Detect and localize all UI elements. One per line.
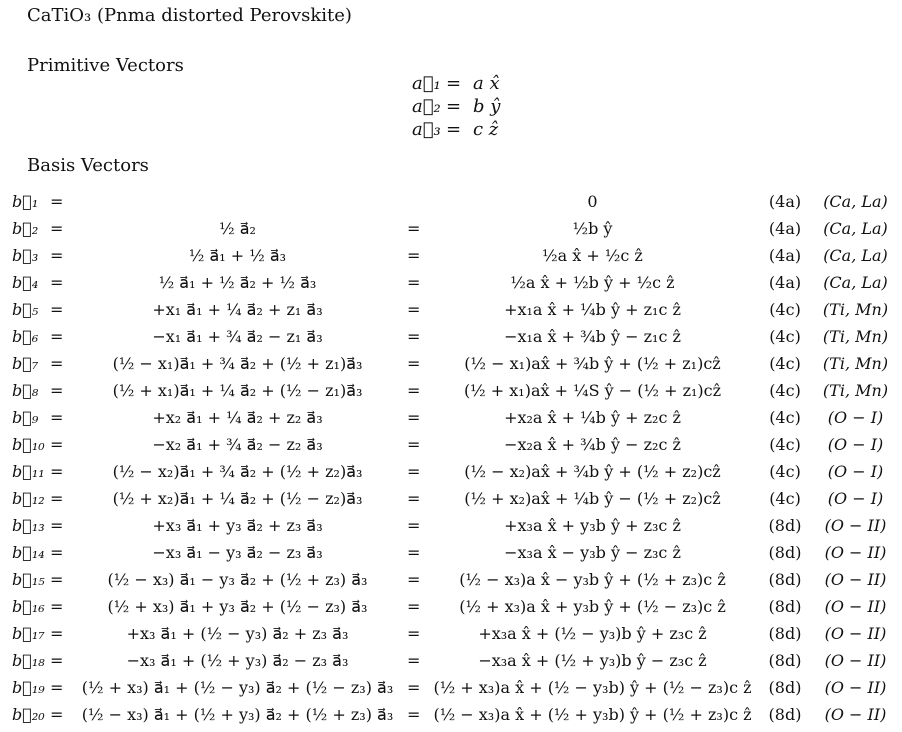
basis-vector-row	[0, 514, 902, 541]
cartesian-expression: (½ + x₃)a x̂ + (½ − y₃b) ŷ + (½ − z₃)c ẑ	[433, 678, 752, 697]
atom-type: (O − II)	[824, 651, 887, 670]
atom-type: (O − I)	[827, 435, 884, 454]
equals-sign: =	[50, 219, 64, 238]
wyckoff-position: (8d)	[768, 597, 802, 616]
equals-sign: =	[50, 543, 64, 562]
basis-vector-label: b⃗₄	[12, 273, 39, 292]
basis-vector-row	[0, 298, 902, 325]
lattice-expression: (½ + x₃) a⃗₁ + y₃ a⃗₂ + (½ − z₃) a⃗₃	[107, 597, 368, 616]
cartesian-expression: ½b ŷ	[572, 219, 613, 238]
equals-sign: =	[50, 273, 64, 292]
lattice-expression: (½ + x₁)a⃗₁ + ¼ a⃗₂ + (½ − z₁)a⃗₃	[112, 381, 363, 400]
equals-sign: =	[407, 462, 421, 481]
basis-vector-row	[0, 190, 902, 217]
equals-sign: =	[50, 678, 64, 697]
cartesian-expression: −x₂a x̂ + ¾b ŷ − z₂c ẑ	[504, 435, 681, 454]
wyckoff-position: (4c)	[769, 435, 801, 454]
basis-vector-label: b⃗₁	[12, 192, 39, 211]
wyckoff-position: (8d)	[768, 705, 802, 724]
cartesian-expression: −x₃a x̂ − y₃b ŷ − z₃c ẑ	[504, 543, 681, 562]
wyckoff-position: (4c)	[769, 300, 801, 319]
document-title: CaTiO₃ (Pnma distorted Perovskite)	[27, 5, 352, 26]
equals-sign: =	[407, 219, 421, 238]
cartesian-expression: (½ − x₂)ax̂ + ¾b ŷ + (½ + z₂)cẑ	[464, 462, 721, 481]
basis-vector-row	[0, 595, 902, 622]
primitive-vectors-block	[400, 73, 520, 142]
basis-vector-row	[0, 541, 902, 568]
lattice-expression: +x₃ a⃗₁ + y₃ a⃗₂ + z₃ a⃗₃	[152, 516, 323, 535]
lattice-expression: +x₁ a⃗₁ + ¼ a⃗₂ + z₁ a⃗₃	[152, 300, 323, 319]
basis-vector-row	[0, 379, 902, 406]
primitive-vector-label: a⃗₁	[412, 73, 441, 94]
lattice-expression: (½ + x₃) a⃗₁ + (½ − y₃) a⃗₂ + (½ − z₃) a⃗₃	[81, 678, 394, 697]
wyckoff-position: (8d)	[768, 570, 802, 589]
basis-vector-row	[0, 406, 902, 433]
equals-sign: =	[407, 570, 421, 589]
atom-type: (O − I)	[827, 489, 884, 508]
atom-type: (O − II)	[824, 597, 887, 616]
basis-vector-label: b⃗₁₄	[12, 543, 45, 562]
basis-vector-label: b⃗₁₆	[12, 597, 45, 616]
equals-sign: =	[50, 489, 64, 508]
equals-sign: =	[50, 192, 64, 211]
atom-type: (O − II)	[824, 705, 887, 724]
equals-sign: =	[50, 246, 64, 265]
equals-sign: =	[407, 300, 421, 319]
basis-vector-row	[0, 217, 902, 244]
lattice-expression: ½ a⃗₁ + ½ a⃗₂ + ½ a⃗₃	[158, 273, 317, 292]
basis-vector-row	[0, 622, 902, 649]
basis-vector-row	[0, 487, 902, 514]
wyckoff-position: (8d)	[768, 678, 802, 697]
atom-type: (Ca, La)	[823, 219, 888, 238]
equals-sign: =	[446, 119, 462, 140]
equals-sign: =	[407, 381, 421, 400]
basis-vector-row	[0, 568, 902, 595]
lattice-expression: +x₃ a⃗₁ + (½ − y₃) a⃗₂ + z₃ a⃗₃	[126, 624, 349, 643]
lattice-expression: ½ a⃗₁ + ½ a⃗₃	[188, 246, 287, 265]
equals-sign: =	[50, 516, 64, 535]
wyckoff-position: (4c)	[769, 381, 801, 400]
equals-sign: =	[407, 597, 421, 616]
equals-sign: =	[50, 570, 64, 589]
primitive-vectors-heading: Primitive Vectors	[27, 55, 184, 76]
wyckoff-position: (8d)	[768, 624, 802, 643]
basis-vector-label: b⃗₁₅	[12, 570, 45, 589]
equals-sign: =	[446, 73, 462, 94]
basis-vector-row	[0, 649, 902, 676]
equals-sign: =	[407, 678, 421, 697]
cartesian-expression: (½ + x₃)a x̂ + y₃b ŷ + (½ − z₃)c ẑ	[459, 597, 726, 616]
primitive-vector-value: c ẑ	[473, 119, 499, 140]
basis-vector-label: b⃗₇	[12, 354, 39, 373]
lattice-expression: −x₃ a⃗₁ − y₃ a⃗₂ − z₃ a⃗₃	[152, 543, 323, 562]
lattice-expression: −x₁ a⃗₁ + ¾ a⃗₂ − z₁ a⃗₃	[152, 327, 323, 346]
atom-type: (O − II)	[824, 543, 887, 562]
equals-sign: =	[407, 489, 421, 508]
primitive-vector-value: a x̂	[473, 73, 500, 94]
equals-sign: =	[407, 435, 421, 454]
basis-vectors-table	[0, 190, 902, 730]
cartesian-expression: +x₂a x̂ + ¼b ŷ + z₂c ẑ	[504, 408, 681, 427]
cartesian-expression: +x₁a x̂ + ¼b ŷ + z₁c ẑ	[504, 300, 681, 319]
wyckoff-position: (4c)	[769, 354, 801, 373]
equals-sign: =	[50, 705, 64, 724]
wyckoff-position: (8d)	[768, 651, 802, 670]
atom-type: (Ca, La)	[823, 192, 888, 211]
equals-sign: =	[407, 516, 421, 535]
basis-vector-label: b⃗₁₁	[12, 462, 45, 481]
equals-sign: =	[407, 408, 421, 427]
atom-type: (O − I)	[827, 462, 884, 481]
cartesian-expression: −x₁a x̂ + ¾b ŷ − z₁c ẑ	[504, 327, 681, 346]
basis-vector-label: b⃗₂₀	[12, 705, 45, 724]
cartesian-expression: −x₃a x̂ + (½ + y₃)b ŷ − z₃c ẑ	[478, 651, 707, 670]
primitive-vector-row	[400, 73, 520, 96]
basis-vector-label: b⃗₂	[12, 219, 39, 238]
primitive-vector-row	[400, 119, 520, 142]
lattice-expression: (½ − x₃) a⃗₁ − y₃ a⃗₂ + (½ + z₃) a⃗₃	[107, 570, 368, 589]
lattice-expression: −x₃ a⃗₁ + (½ + y₃) a⃗₂ − z₃ a⃗₃	[126, 651, 349, 670]
basis-vectors-heading: Basis Vectors	[27, 155, 149, 176]
cartesian-expression: ½a x̂ + ½b ŷ + ½c ẑ	[510, 273, 675, 292]
basis-vector-row	[0, 460, 902, 487]
lattice-expression: ½ a⃗₂	[219, 219, 256, 238]
wyckoff-position: (4a)	[768, 246, 802, 265]
atom-type: (O − II)	[824, 516, 887, 535]
wyckoff-position: (4c)	[769, 408, 801, 427]
basis-vector-row	[0, 352, 902, 379]
cartesian-expression: (½ + x₂)ax̂ + ¼b ŷ − (½ + z₂)cẑ	[464, 489, 721, 508]
equals-sign: =	[407, 705, 421, 724]
lattice-expression: (½ + x₂)a⃗₁ + ¼ a⃗₂ + (½ − z₂)a⃗₃	[112, 489, 363, 508]
cartesian-expression: (½ − x₃)a x̂ − y₃b ŷ + (½ + z₃)c ẑ	[459, 570, 726, 589]
atom-type: (Ti, Mn)	[822, 381, 889, 400]
cartesian-expression: ½a x̂ + ½c ẑ	[542, 246, 643, 265]
wyckoff-position: (4c)	[769, 462, 801, 481]
basis-vector-row	[0, 433, 902, 460]
equals-sign: =	[50, 354, 64, 373]
basis-vector-row	[0, 703, 902, 730]
basis-vector-label: b⃗₁₉	[12, 678, 45, 697]
equals-sign: =	[407, 246, 421, 265]
atom-type: (O − II)	[824, 624, 887, 643]
wyckoff-position: (4a)	[768, 273, 802, 292]
wyckoff-position: (4c)	[769, 327, 801, 346]
atom-type: (Ti, Mn)	[822, 327, 889, 346]
basis-vector-label: b⃗₁₀	[12, 435, 45, 454]
basis-vector-row	[0, 271, 902, 298]
wyckoff-position: (4a)	[768, 192, 802, 211]
cartesian-expression: 0	[587, 192, 598, 211]
wyckoff-position: (8d)	[768, 543, 802, 562]
atom-type: (Ti, Mn)	[822, 354, 889, 373]
atom-type: (O − I)	[827, 408, 884, 427]
atom-type: (Ca, La)	[823, 273, 888, 292]
equals-sign: =	[407, 273, 421, 292]
basis-vector-row	[0, 244, 902, 271]
lattice-expression: −x₂ a⃗₁ + ¾ a⃗₂ − z₂ a⃗₃	[152, 435, 323, 454]
equals-sign: =	[407, 651, 421, 670]
atom-type: (O − II)	[824, 678, 887, 697]
primitive-vector-label: a⃗₃	[412, 119, 441, 140]
cartesian-expression: +x₃a x̂ + (½ − y₃)b ŷ + z₃c ẑ	[478, 624, 707, 643]
cartesian-expression: +x₃a x̂ + y₃b ŷ + z₃c ẑ	[504, 516, 681, 535]
equals-sign: =	[50, 300, 64, 319]
wyckoff-position: (4c)	[769, 489, 801, 508]
cartesian-expression: (½ + x₁)ax̂ + ¼S ŷ − (½ + z₁)cẑ	[463, 381, 722, 400]
basis-vector-row	[0, 676, 902, 703]
basis-vector-label: b⃗₃	[12, 246, 39, 265]
primitive-vector-label: a⃗₂	[412, 96, 441, 117]
cartesian-expression: (½ − x₃)a x̂ + (½ + y₃b) ŷ + (½ + z₃)c ẑ	[433, 705, 752, 724]
equals-sign: =	[407, 354, 421, 373]
equals-sign: =	[407, 543, 421, 562]
basis-vector-label: b⃗₁₈	[12, 651, 45, 670]
wyckoff-position: (8d)	[768, 516, 802, 535]
atom-type: (O − II)	[824, 570, 887, 589]
basis-vector-label: b⃗₉	[12, 408, 39, 427]
equals-sign: =	[50, 435, 64, 454]
basis-vector-label: b⃗₅	[12, 300, 39, 319]
equals-sign: =	[50, 462, 64, 481]
wyckoff-position: (4a)	[768, 219, 802, 238]
equals-sign: =	[50, 651, 64, 670]
lattice-expression: (½ − x₂)a⃗₁ + ¾ a⃗₂ + (½ + z₂)a⃗₃	[112, 462, 363, 481]
lattice-expression: +x₂ a⃗₁ + ¼ a⃗₂ + z₂ a⃗₃	[152, 408, 323, 427]
cartesian-expression: (½ − x₁)ax̂ + ¾b ŷ + (½ + z₁)cẑ	[464, 354, 721, 373]
equals-sign: =	[407, 624, 421, 643]
equals-sign: =	[50, 381, 64, 400]
primitive-vector-value: b ŷ	[473, 96, 501, 117]
equals-sign: =	[50, 624, 64, 643]
equals-sign: =	[407, 327, 421, 346]
atom-type: (Ti, Mn)	[822, 300, 889, 319]
atom-type: (Ca, La)	[823, 246, 888, 265]
basis-vector-label: b⃗₁₃	[12, 516, 45, 535]
basis-vector-row	[0, 325, 902, 352]
lattice-expression: (½ − x₃) a⃗₁ + (½ + y₃) a⃗₂ + (½ + z₃) a⃗₃	[81, 705, 394, 724]
equals-sign: =	[446, 96, 462, 117]
equals-sign: =	[50, 408, 64, 427]
primitive-vector-row	[400, 96, 520, 119]
equals-sign: =	[50, 327, 64, 346]
basis-vector-label: b⃗₈	[12, 381, 39, 400]
lattice-expression: (½ − x₁)a⃗₁ + ¾ a⃗₂ + (½ + z₁)a⃗₃	[112, 354, 363, 373]
equals-sign: =	[50, 597, 64, 616]
basis-vector-label: b⃗₁₇	[12, 624, 45, 643]
basis-vector-label: b⃗₁₂	[12, 489, 45, 508]
basis-vector-label: b⃗₆	[12, 327, 39, 346]
